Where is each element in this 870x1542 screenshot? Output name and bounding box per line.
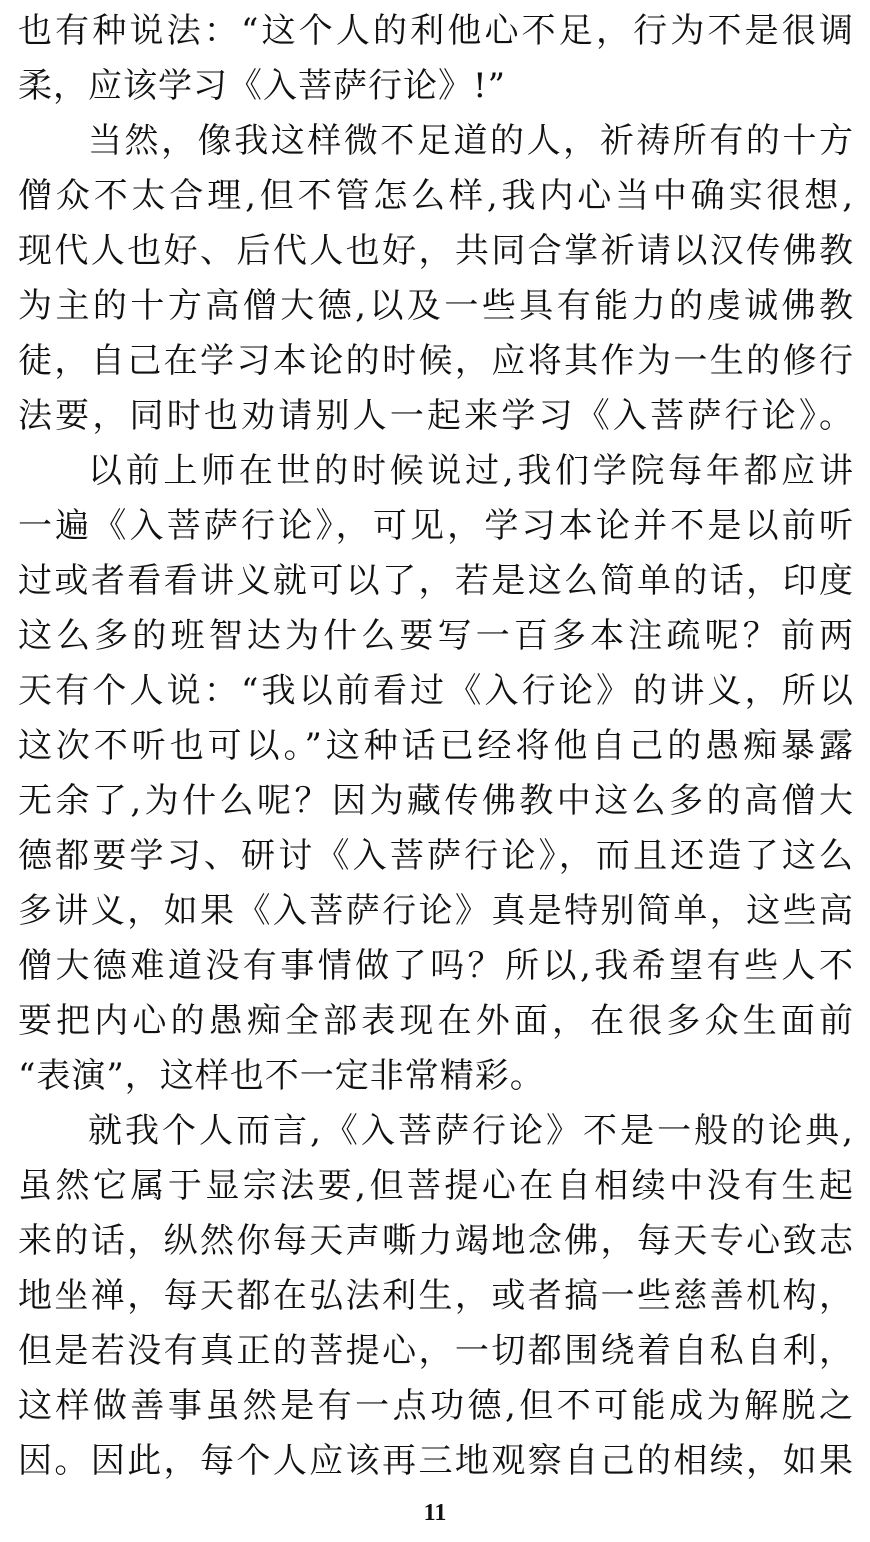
text-line: 现代人也好、后代人也好，共同合掌祈请以汉传佛教 (18, 231, 854, 271)
text-line: 当然，像我这样微不足道的人，祈祷所有的十方 (88, 121, 854, 161)
text-line: 天有个人说：“我以前看过《入行论》的讲义，所以 (18, 671, 854, 711)
text-line: 柔，应该学习《入菩萨行论》!” (18, 66, 507, 106)
text-line: “表演”，这样也不一定非常精彩。 (18, 1056, 545, 1096)
text-line: 这次不听也可以。”这种话已经将他自己的愚痴暴露 (18, 726, 854, 766)
text-line: 德都要学习、研讨《入菩萨行论》，而且还造了这么 (18, 836, 854, 876)
text-line: 为主的十方高僧大德,以及一些具有能力的虔诚佛教 (18, 286, 854, 326)
text-line: 徒，自己在学习本论的时候，应将其作为一生的修行 (18, 341, 854, 381)
text-line: 要把内心的愚痴全部表现在外面，在很多众生面前 (18, 1001, 854, 1041)
text-line: 僧大德难道没有事情做了吗？所以,我希望有些人不 (18, 946, 854, 986)
text-line: 虽然它属于显宗法要,但菩提心在自相续中没有生起 (18, 1166, 854, 1206)
text-line: 无余了,为什么呢？因为藏传佛教中这么多的高僧大 (18, 781, 854, 821)
text-line: 这么多的班智达为什么要写一百多本注疏呢？前两 (18, 616, 854, 656)
text-line: 因。因此，每个人应该再三地观察自己的相续，如果 (18, 1441, 854, 1481)
text-line: 以前上师在世的时候说过,我们学院每年都应讲 (88, 451, 854, 491)
text-line: 但是若没有真正的菩提心，一切都围绕着自私自利， (18, 1331, 854, 1371)
page-number: 11 (423, 1500, 447, 1526)
text-line: 这样做善事虽然是有一点功德,但不可能成为解脱之 (18, 1386, 854, 1426)
text-line: 也有种说法：“这个人的利他心不足，行为不是很调 (18, 11, 854, 51)
text-line: 僧众不太合理,但不管怎么样,我内心当中确实很想, (18, 176, 854, 216)
text-line: 过或者看看讲义就可以了，若是这么简单的话，印度 (18, 561, 854, 601)
text-line: 多讲义，如果《入菩萨行论》真是特别简单，这些高 (18, 891, 854, 931)
text-line: 法要，同时也劝请别人一起来学习《入菩萨行论》。 (18, 396, 854, 436)
text-line: 地坐禅，每天都在弘法利生，或者搞一些慈善机构， (18, 1276, 854, 1316)
text-line: 来的话，纵然你每天声嘶力竭地念佛，每天专心致志 (18, 1221, 854, 1261)
text-line: 就我个人而言,《入菩萨行论》不是一般的论典, (88, 1111, 854, 1151)
text-line: 一遍《入菩萨行论》，可见，学习本论并不是以前听 (18, 506, 854, 546)
